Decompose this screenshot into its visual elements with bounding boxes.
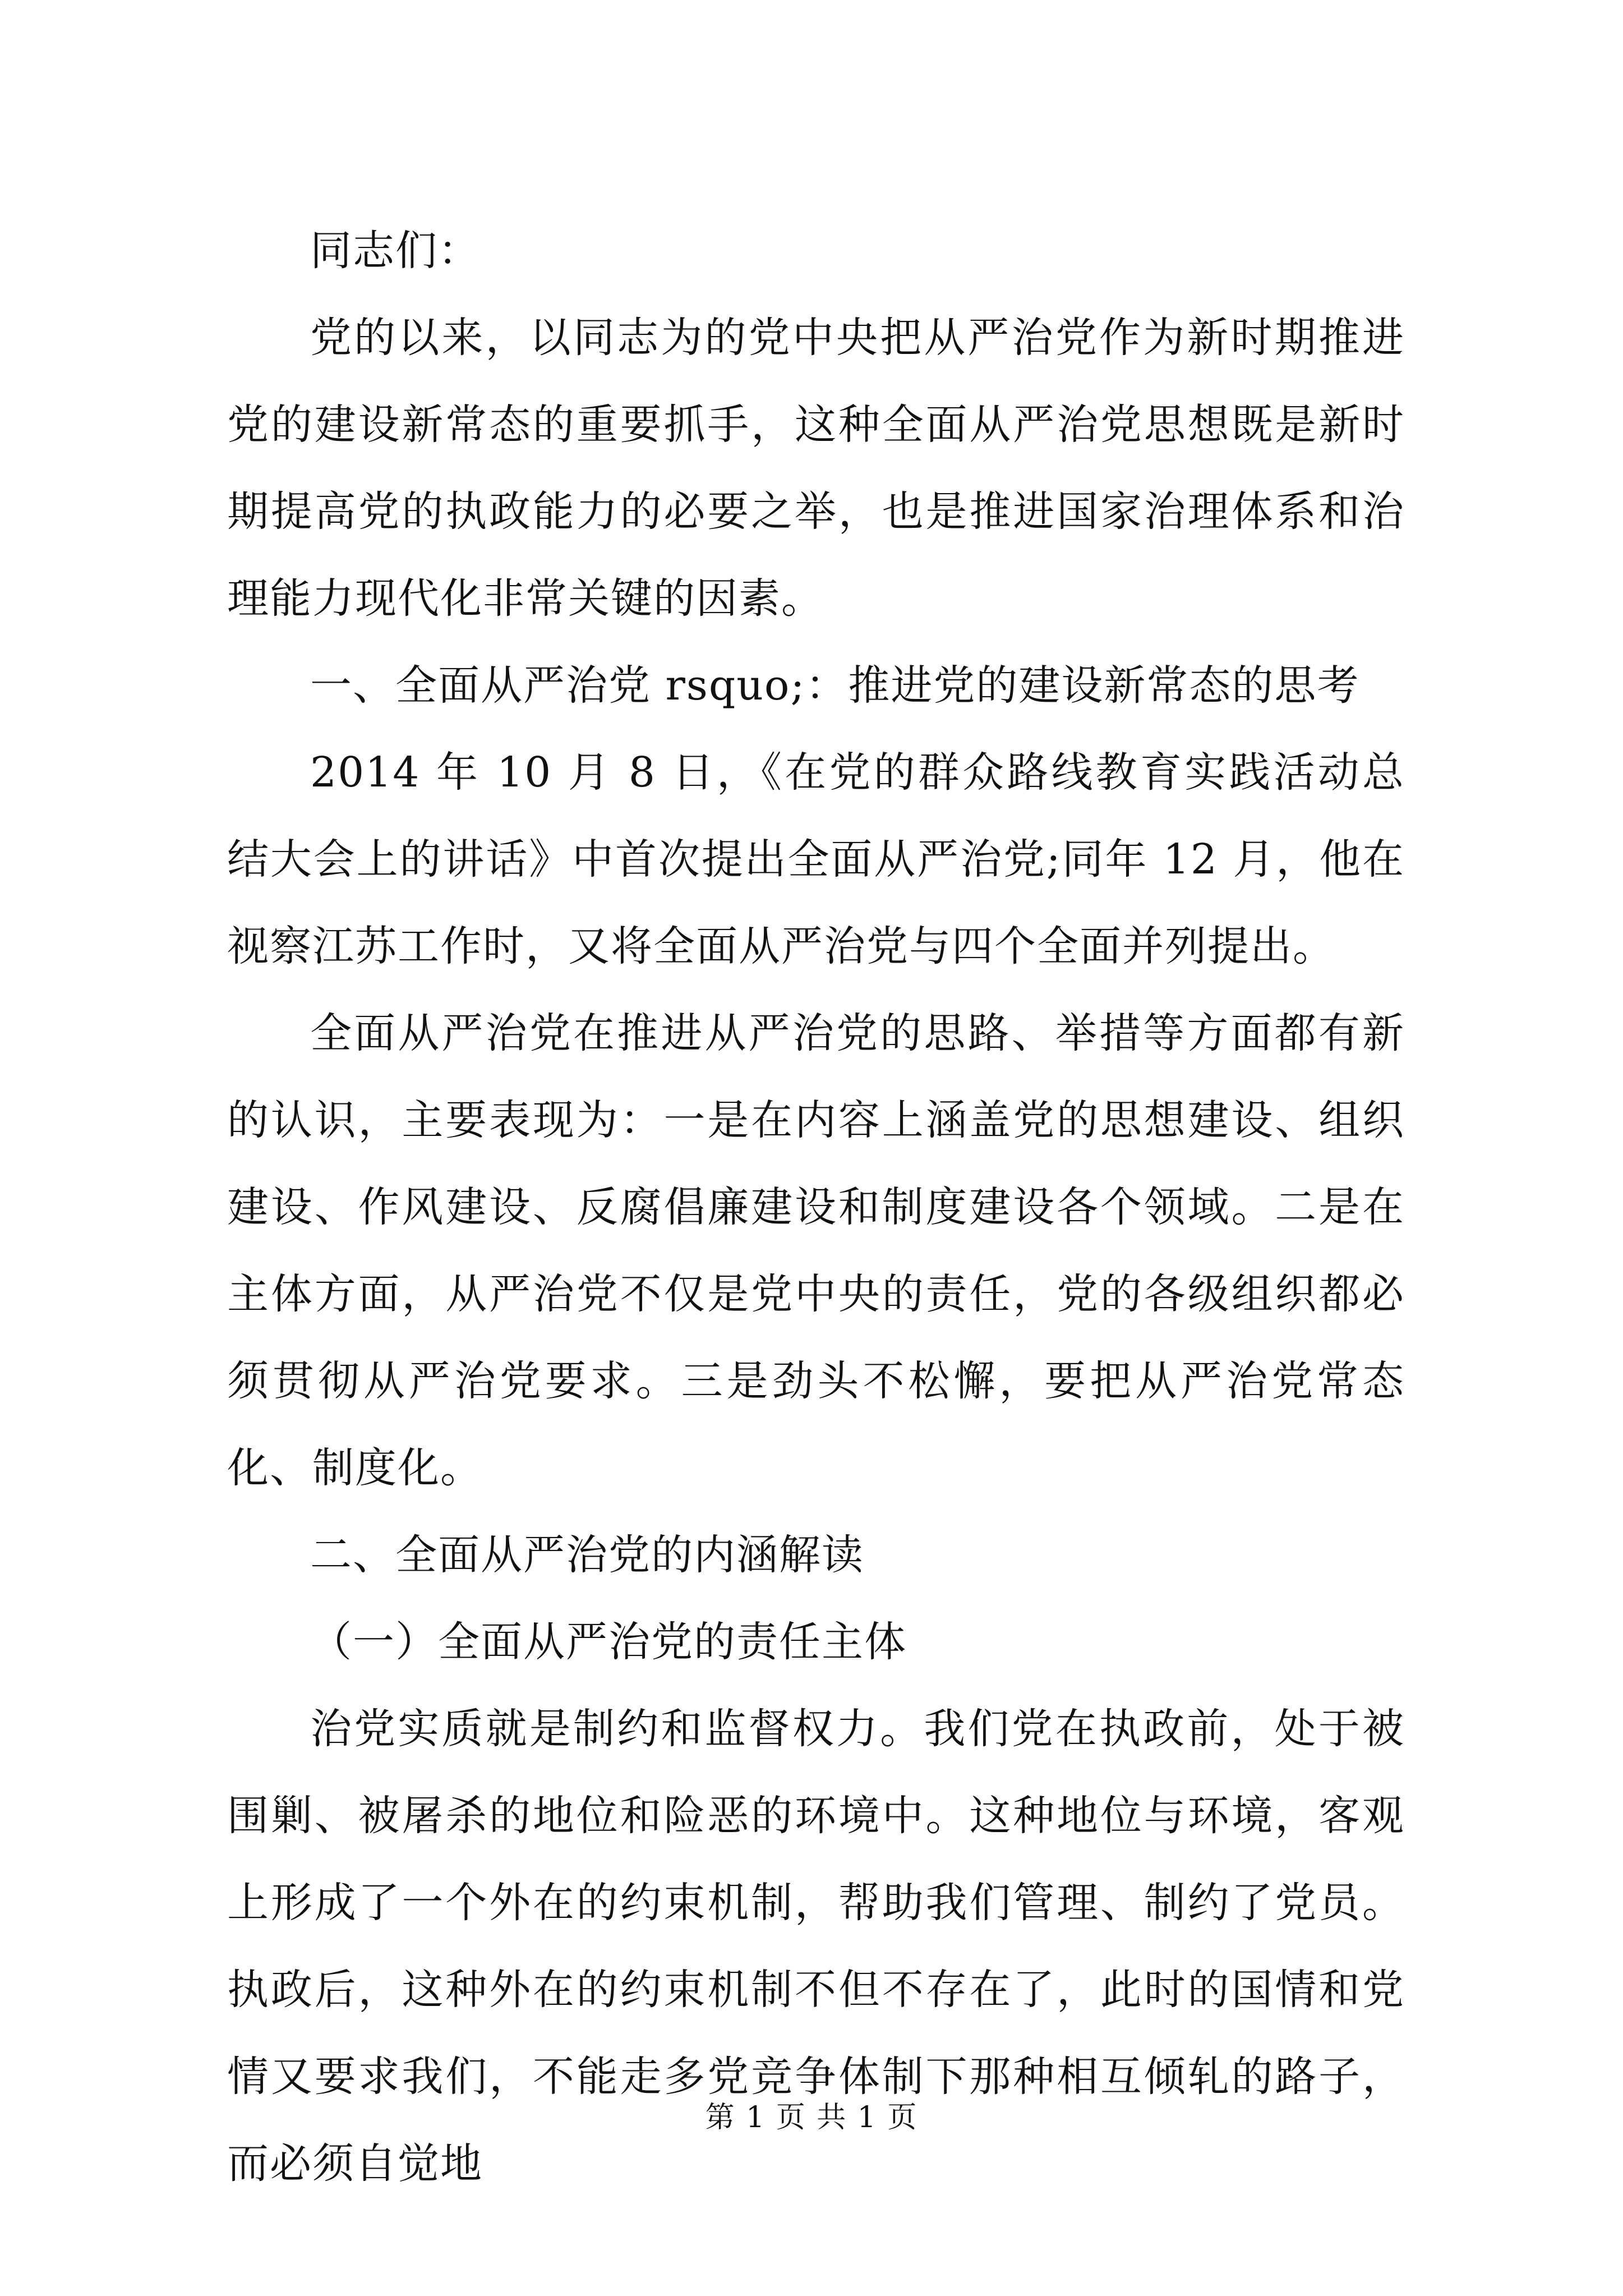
subsection-heading: （一）全面从严治党的责任主体 [310,1618,907,1666]
body-paragraph: 2014 年 10 月 8 日，《在党的群众路线教育实践活动总结大会上的讲话》中首次提出全面从严治党;同年 12 月，他在视察江苏工作时，又将全面从严治党与四个全面并列提出。 [227,748,1405,970]
body-paragraph: 全面从严治党在推进从严治党的思路、举措等方面都有新的认识，主要表现为：一是在内容上涵盖党的思想建设、组织建设、作风建设、反腐倡廉建设和制度建设各个领域。二是在主体方面，从严治党不仅是党中央的责任，党的各级组织都必须贯彻从严治党要求。三是劲头不松懈，要把从严治党常态化、制度化。 [227,1009,1405,1492]
body-paragraph: 治党实质就是制约和监督权力。我们党在执政前，处于被围剿、被屠杀的地位和险恶的环境中。这种地位与环境，客观上形成了一个外在的约束机制，帮助我们管理、制约了党员。执政后，这种外在的约束机制不但不存在了，此时的国情和党情又要求我们，不能走多党竞争体制下那种相互倾轧的路子，而必须自觉地 [227,1705,1405,2188]
greeting-line: 同志们： [310,227,481,275]
body-paragraph: 党的以来，以同志为的党中央把从严治党作为新时期推进党的建设新常态的重要抓手，这种全面从严治党思想既是新时期提高党的执政能力的必要之举，也是推进国家治理体系和治理能力现代化非常关键的因素。 [227,314,1405,623]
section-heading: 一、全面从严治党 rsquo;：推进党的建设新常态的思考 [310,661,1360,710]
section-heading: 二、全面从严治党的内涵解读 [310,1531,864,1579]
document-body [227,208,1405,2207]
page-footer: 第 1 页 共 1 页 [705,2101,918,2134]
